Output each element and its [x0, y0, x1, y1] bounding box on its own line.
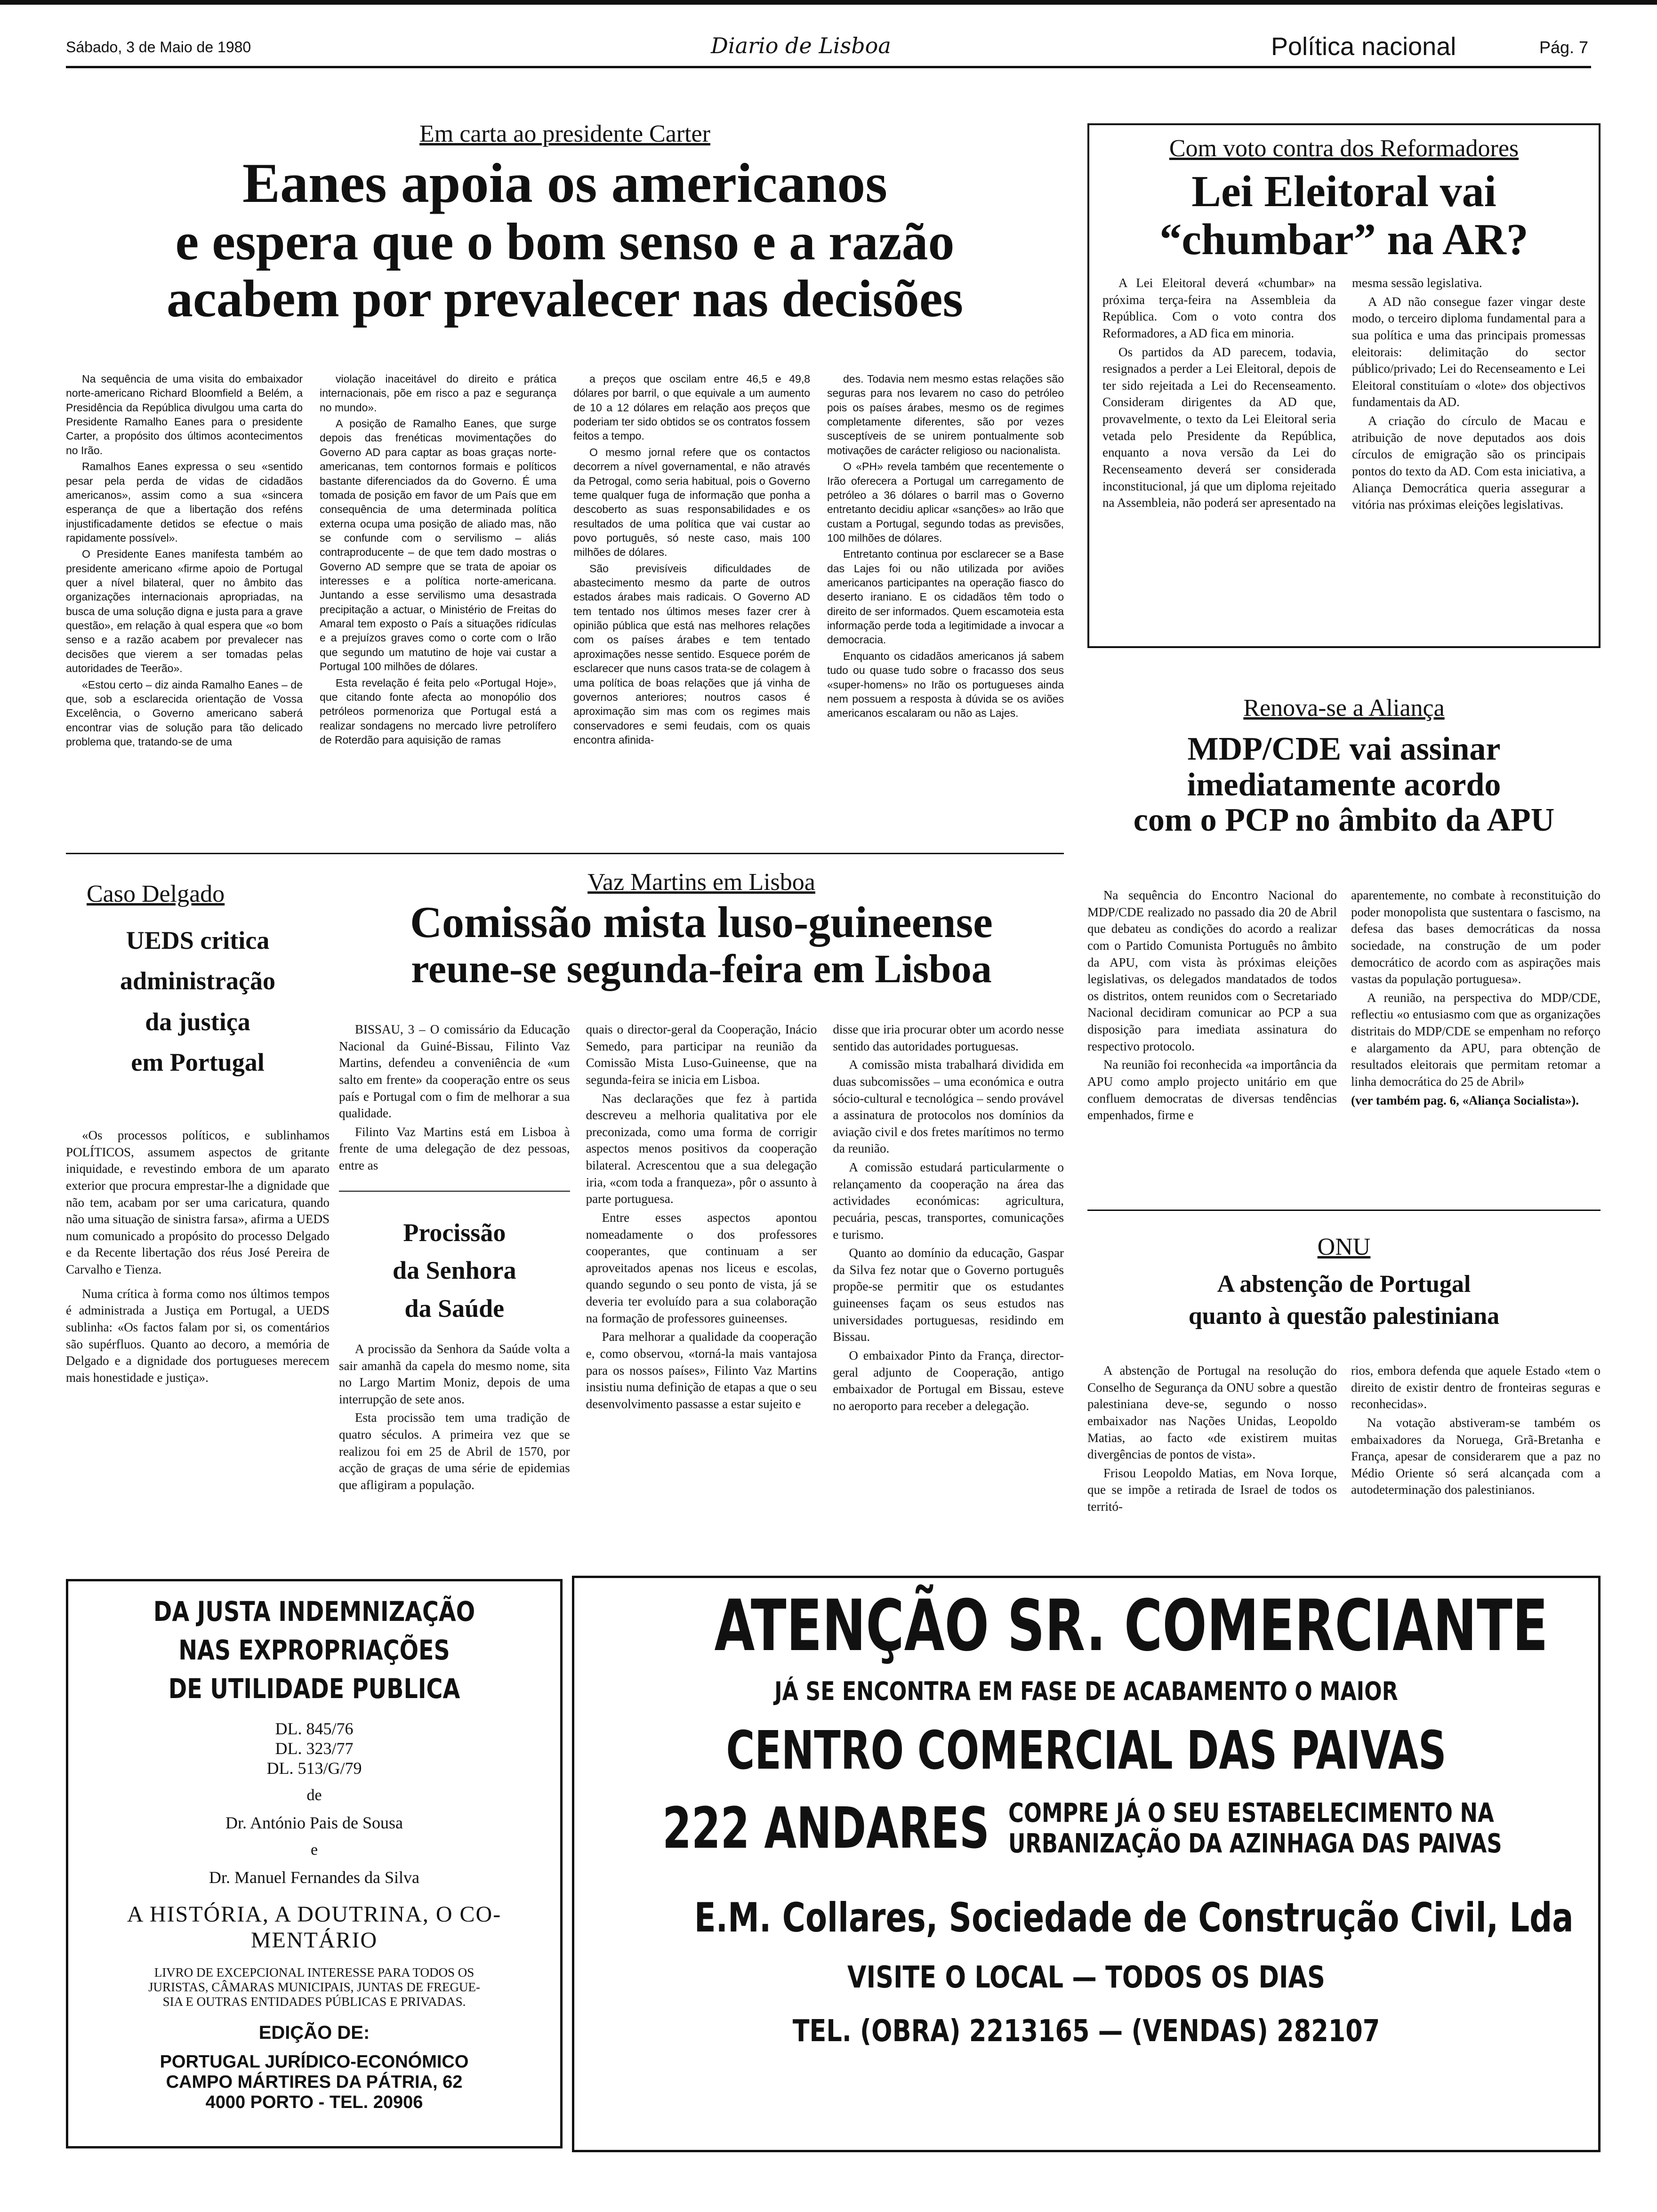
guine-column [833, 1021, 1064, 1563]
procissao-body [339, 1341, 570, 1496]
eleitoral-headline-1: Lei Eleitoral vai [1191, 167, 1496, 216]
procissao-headline-1: Procissão [403, 1218, 506, 1247]
ad-title-2: NAS EXPROPRIAÇÕES [178, 1634, 450, 1666]
onu-column [1351, 1362, 1601, 1560]
paivas-line-2: CENTRO COMERCIAL DAS PAIVAS [726, 1720, 1447, 1781]
paragraph: A posição de Ramalho Eanes, que surge depois das frenéticas movimentações do Governo AD para captar as boas graças norte-americanas, tem contornos formais e políticos bastante diferenciados da do Governo. É uma tomada de posição em favor de um País que em consequência de uma determinada política externa ocupa uma posição de aliado mas, não se confunde com o servilismo – aliás contraproducente – de que tem dado mostras o Governo AD sempre que se trata de apoiar os interesses e a política norte-americana. Juntando a esse servilismo uma desastrada precipitação a actuar, o Ministério de Freitas do Amaral tem exposto o País a situações ridículas e a prejuízos graves como o corte com o Irão que segundo um matutino de hoje vai custar a Portugal 100 milhões de dólares. [320, 417, 556, 673]
procissao-article [339, 1219, 570, 1496]
paivas-title: ATENÇÃO SR. COMERCIANTE [714, 1585, 1548, 1667]
paragraph: A comissão estudará particularmente o relançamento da cooperação na área das actividades económicas: agricultura, pecuária, pescas, transportes, comunicações e turismo. [833, 1160, 1064, 1242]
paragraph: Entretanto continua por esclarecer se a Base das Lajes foi ou não utilizada por aviões americanos participantes na operação fiasco do deserto iraniano. E os cidadãos têm todo o direito de ser informados. Quem escamoteia esta informação perde toda a legitimidade a invocar a democracia. [827, 548, 1064, 646]
paragraph: Na sequência do Encontro Nacional do MDP/CDE realizado no passado dia 20 de Abril que debateu as condições do acordo a realizar com o Partido Comunista Português no âmbito da APU, com vista às próximas eleições legislativas, os delegados mandatados de todos os distritos, ontem reunidos com o Secretariado Nacional decidiram comunicar ao PCP a sua disposição para imediata assinatura do respectivo protocolo. [1087, 888, 1337, 1053]
delgado-body [66, 1127, 330, 1560]
paivas-company: E.M. Collares, Sociedade de Construção Civil, Lda [694, 1894, 1574, 1941]
delgado-headline-1: UEDS critica [126, 926, 270, 954]
delgado-article [66, 880, 330, 1076]
mdp-article [1087, 694, 1601, 838]
paragraph: «Os processos políticos, e sublinhamos POLÍTICOS, assumem aspectos de gritante iniquidade, e revestindo embora de um aparato exterior que procura emprestar-lhe a dignidade que não tem, acabam por ser uma caricatura, quando não uma situação de sinistra farsa», afirma a UEDS num comunicado a propósito do processo Delgado e da Recente libertação dos réus José Pereira de Carvalho e Tienza. [66, 1128, 330, 1276]
eleitoral-kicker: Com voto contra dos Reformadores [1169, 135, 1519, 162]
paragraph: Esta revelação é feita pelo «Portugal Hoje», que citando fonte afecta ao monopólio dos petróleos pormenoriza que Portugal está a realizar sondagens no mercado livre petrolífero de Roterdão para aquisição de ramas [320, 676, 556, 746]
eleitoral-column [1102, 275, 1336, 614]
paragraph: A procissão da Senhora da Saúde volta a sair amanhã da capela do mesmo nome, sita no Largo Martim Moniz, depois de uma interrupção de sete anos. [339, 1341, 570, 1406]
paragraph: A reunião, na perspectiva do MDP/CDE, reflectiu «o entusiasmo com que as organizações distritais do MDP/CDE se empenham no reforço e alargamento da APU, para obtenção de resultados eleitorais que permitam retomar a linha democrática do 25 de Abril» [1351, 990, 1601, 1089]
carter-column [66, 372, 303, 838]
paragraph: O mesmo jornal refere que os contactos decorrem a nível governamental, e não através da Petrogal, como seria habitual, pois o Governo teme qualquer fuga de informação que ponha a descoberto as suas responsabilidades e os resultados de uma política que vai custar ao povo português, só neste caso, mais 100 milhões de dólares. [573, 446, 810, 559]
paragraph: Na votação abstiveram-se também os embaixadores da Noruega, Grã-Bretanha e França, apesar de considerarem que a paz no Médio Oriente só será alcançada com a autodeterminação dos palestinianos. [1351, 1415, 1601, 1497]
guine-column [586, 1021, 817, 1563]
ad-desc-2: JURISTAS, CÂMARAS MUNICIPAIS, JUNTAS DE FREGUE- [148, 1980, 481, 1994]
masthead: Diario de Lisboa [711, 33, 891, 58]
onu-body [1087, 1362, 1601, 1560]
crossref: (ver também pag. 6, «Aliança Socialista»). [1351, 1093, 1579, 1107]
mdp-body [1087, 887, 1601, 1207]
ad-subtitle-1: A HISTÓRIA, A DOUTRINA, O CO- [127, 1902, 502, 1927]
ad-title-3: DE UTILIDADE PUBLICA [168, 1673, 460, 1705]
carter-headline-2: e espera que o bom senso e a razão [175, 212, 955, 271]
delgado-kicker: Caso Delgado [87, 881, 225, 907]
ad-desc-1: LIVRO DE EXCEPCIONAL INTERESSE PARA TODOS OS [154, 1965, 475, 1980]
law-3: DL. 513/G/79 [266, 1759, 362, 1778]
mid-rule [66, 853, 1064, 854]
paragraph: Entre esses aspectos apontou nomeadamente o dos professores cooperantes, que continuam a ser aproveitados apenas nos liceus e escolas, quando segundo o seu ponto de vista, já se deveria ter evoluído para a sua colaboração na formação de professores guineenses. [586, 1210, 817, 1325]
guine-body [339, 1021, 1064, 1563]
guine-article [339, 868, 1064, 990]
procissao-rule [339, 1191, 570, 1192]
paragraph: São previsíveis dificuldades de abastecimento mesmo da parte de outros estados árabes mais radicais. O Governo AD tem tentado nos últimos meses fazer crer à opinião pública que está nas melhores relações com os países árabes e tem tentado aproximações nesse sentido. Esquece porém de esclarecer que nuns casos trata-se de colagem à uma política de boas relações que já vinha de governos anteriores; noutros casos é aproximação sim mas com os regimes mais conservadores e semi feudais, com os quais encontra afinida- [573, 562, 810, 746]
onu-article [1087, 1233, 1601, 1330]
paragraph: O embaixador Pinto da França, director-geral adjunto de Cooperação, antigo embaixador de Portugal em Bissau, esteve no aeroporto para receber a delegação. [833, 1348, 1064, 1413]
author-2: Dr. Manuel Fernandes da Silva [209, 1868, 419, 1887]
law-2: DL. 323/77 [275, 1739, 354, 1758]
paragraph: Filinto Vaz Martins está em Lisboa à frente de uma delegação de dez pessoas, entre as [339, 1124, 570, 1172]
paragraph: A AD não consegue fazer vingar deste modo, o terceiro diploma fundamental para a sua política e uma das principais promessas eleitorais: delimitação do sector público/privado; Lei do Recenseamento e Lei Eleitoral constituíam o «lote» dos objectivos fundamentais da AD. [1352, 294, 1585, 409]
guine-headline-1: Comissão mista luso-guineense [410, 898, 993, 947]
paragraph: «Estou certo – diz ainda Ramalho Eanes – de que, sob a esclarecida orientação de Vossa Excelência, o Governo americano saberá encontrar vias de solução para tão delicado problema que, tratando-se de uma [66, 678, 303, 748]
paivas-line-1: JÁ SE ENCONTRA EM FASE DE ACABAMENTO O MAIOR [774, 1676, 1398, 1706]
mdp-rule [1087, 1210, 1601, 1211]
guine-column [339, 1021, 570, 1181]
paivas-compre-1: COMPRE JÁ O SEU ESTABELECIMENTO NA [1008, 1798, 1494, 1828]
paragraph: Nas declarações que fez à partida descreveu a melhoria qualitativa por ele preconizada, como uma forma de corrigir aspectos menos positivos da cooperação bilateral. Acrescentou que a sua delegação iria, «com toda a franqueza», pôr o assunto à parte portuguesa. [586, 1091, 817, 1206]
paragraph: O «PH» revela também que recentemente o Irão oferecera a Portugal um carregamento de petróleo a 36 dólares o barril mas o Governo entretanto decidiu aplicar «sanções» ao Irão que custam a Portugal, segundo todas as previsões, 100 milhões de dólares. [827, 460, 1064, 544]
page-date: Sábado, 3 de Maio de 1980 [66, 39, 251, 56]
guine-first-column [339, 1021, 570, 1563]
carter-body [66, 372, 1064, 838]
eleitoral-column [1352, 275, 1585, 614]
guine-kicker: Vaz Martins em Lisboa [587, 869, 815, 896]
section-title: Política nacional [1271, 32, 1456, 61]
paragraph: Enquanto os cidadãos americanos já sabem tudo ou quase tudo sobre o fracasso dos seus «super-homens» no Irão os portugueses ainda nem possuem a resposta à dúvida se os aviões americanos escalaram ou não as Lajes. [827, 649, 1064, 720]
procissao-headline-3: da Saúde [404, 1294, 505, 1322]
paragraph: Esta procissão tem uma tradição de quatro séculos. A primeira vez que se realizou foi em 25 de Abril de 1570, por acção de graças de uma série de epidemias que afligiram a população. [339, 1411, 570, 1492]
eleitoral-headline-2: “chumbar” na AR? [1159, 215, 1528, 264]
onu-column [1087, 1362, 1337, 1560]
ad-desc-3: SIA E OUTRAS ENTIDADES PÚBLICAS E PRIVADAS. [162, 1995, 466, 2009]
top-rule [0, 0, 1657, 5]
mdp-headline-2: imediatamente acordo [1187, 766, 1501, 803]
paragraph: violação inaceitável do direito e prática internacionais, põe em risco a paz e segurança no mundo». [320, 373, 556, 414]
onu-headline-2: quanto à questão palestiniana [1188, 1303, 1500, 1330]
paragraph: Para melhorar a qualidade da cooperação e, como observou, «torná-la mais vantajosa para os nossos países», Filinto Vaz Martins insistiu numa definição de etapas a que o seu desenvolvimento passasse a estar sujeito e [586, 1330, 817, 1411]
paragraph: Numa crítica à forma como nos últimos tempos é administrada a Justiça em Portugal, a UEDS sublinha: «Os factos falam por si, os comentários são supérfluos. Quanto ao decoro, a memória de Delgado e a dignidade dos portugueses merecem mais honestidade e justiça». [66, 1286, 330, 1385]
publisher-2: CAMPO MÁRTIRES DA PÁTRIA, 62 [166, 2072, 463, 2092]
paragraph: disse que iria procurar obter um acordo nesse sentido das autoridades portuguesas. [833, 1022, 1064, 1053]
mdp-kicker: Renova-se a Aliança [1243, 695, 1445, 721]
mdp-headline-3: com o PCP no âmbito da APU [1133, 802, 1555, 839]
carter-headline-1: Eanes apoia os americanos [242, 152, 888, 214]
delgado-headline-4: em Portugal [131, 1048, 265, 1076]
paivas-visit: VISITE O LOCAL — TODOS OS DIAS [847, 1960, 1325, 1995]
paragraph: A criação do círculo de Macau e atribuição de nove deputados aos dois círculos de emigração são os principais pontos do texto da AD. Com esta iniciativa, a Aliança Democrática queria assegurar a vitória nas próximas eleições legislativas. [1352, 414, 1585, 512]
mdp-column [1351, 887, 1601, 1207]
carter-headline-3: acabem por prevalecer nas decisões [166, 269, 964, 328]
eleitoral-box [1087, 123, 1601, 648]
carter-kicker: Em carta ao presidente Carter [419, 120, 710, 147]
paivas-floors: 222 ANDARES [662, 1795, 989, 1861]
guine-headline-2: reune-se segunda-feira em Lisboa [411, 946, 992, 991]
carter-column [573, 372, 810, 838]
paragraph: des. Todavia nem mesmo estas relações são seguras para nos levarem no caso do petróleo pois os países árabes, mesmo os de regimes completamente diferentes, são por vezes susceptíveis de se unirem pontualmente sob motivações de carácter religioso ou nacionalista. [827, 373, 1064, 457]
carter-column [320, 372, 556, 838]
procissao-headline-2: da Senhora [393, 1256, 516, 1285]
mdp-headline-1: MDP/CDE vai assinar [1187, 731, 1501, 767]
paragraph: a preços que oscilam entre 46,5 e 49,8 dólares por barril, o que equivale a um aumento de 10 a 12 dólares em relação aos preços que poderiam ter sido obtidos se os contratos fossem feitos a tempo. [573, 373, 810, 442]
paragraph: Os partidos da AD parecem, todavia, resignados a perder a Lei Eleitoral, depois de ter sido rejeitada a Lei do Recenseamento. Consideram dirigentes da AD que, provavelmente, o texto da Lei Eleitoral seria vetada pelo Presidente da República, enquanto a nova versão da Lei do Recenseamento deverá ser considerada inconstitucional, já que um diploma rejeitado na Assembleia, não poderá ser apresentado na [1102, 345, 1336, 510]
ad-title-1: DA JUSTA INDEMNIZAÇÃO [153, 1595, 475, 1627]
mdp-column [1087, 887, 1337, 1207]
paragraph: BISSAU, 3 – O comissário da Educação Nacional da Guiné-Bissau, Filinto Vaz Martins, defendeu a conveniência de «um salto em frente» da cooperação entre os seus país e Portugal com o fim de melhorar a sua qualidade. [339, 1022, 570, 1121]
paragraph: Na reunião foi reconhecida «a importância da APU como amplo projecto unitário em que confluem democratas de diversas tendências empenhados, firme e [1087, 1058, 1337, 1122]
author-1: Dr. António Pais de Sousa [225, 1813, 403, 1832]
ad-de: de [306, 1787, 322, 1804]
law-1: DL. 845/76 [275, 1719, 354, 1738]
ad-e: e [310, 1841, 318, 1859]
paivas-tel: TEL. (OBRA) 2213165 — (VENDAS) 282107 [792, 2014, 1380, 2049]
paragraph: aparentemente, no combate à reconstituição do poder monopolista que sustentara o fascismo, na defesa das bases democráticas da nossa sociedade, na construção de um poder democrático de acordo com as aspirações mais vastas da população portuguesa». [1351, 888, 1601, 986]
header-rule [66, 66, 1591, 68]
carter-column [827, 372, 1064, 838]
paragraph: A Lei Eleitoral deverá «chumbar» na próxima terça-feira na Assembleia da República. Com o voto contra dos Reformadores, a AD fica em minoria. [1102, 276, 1336, 340]
indemnizacao-ad [66, 1579, 563, 2148]
paivas-compre-2: URBANIZAÇÃO DA AZINHAGA DAS PAIVAS [1008, 1828, 1502, 1859]
paragraph: Quanto ao domínio da educação, Gaspar da Silva fez notar que o Governo português propõe-se permitir que os estudantes guineenses façam os seus estudos nas universidades portuguesas, residindo em Bissau. [833, 1246, 1064, 1344]
paragraph: quais o director-geral da Cooperação, Inácio Semedo, para participar na reunião da Comissão Mista Luso-Guineense, que na segunda-feira se inicia em Lisboa. [586, 1022, 817, 1087]
paragraph: A abstenção de Portugal na resolução do Conselho de Segurança da ONU sobre a questão palestiniana deve-se, segundo o nosso embaixador nas Nações Unidas, Leopoldo Matias, ao facto «de existirem muitas divergências de pontos de vista». [1087, 1363, 1337, 1462]
publisher-3: 4000 PORTO - TEL. 20906 [205, 2092, 423, 2112]
paragraph: O Presidente Eanes manifesta também ao presidente americano «firme apoio de Portugal quer a nível bilateral, quer no âmbito das organizações internacionais apropriadas, na busca de uma solução digna e justa para a grave questão», em relação à qual espera que «o bom senso e a razão acabem por prevalecer nas decisões que vierem a ser tomadas pelas autoridades de Teerão». [66, 548, 303, 675]
paragraph: Na sequência de uma visita do embaixador norte-americano Richard Bloomfield a Belém, a Presidência da República divulgou uma carta do Presidente Ramalho Eanes para o presidente Carter, a propósito dos últimos acontecimentos no Irão. [66, 373, 303, 457]
delgado-headline-2: administração [120, 967, 275, 995]
ad-subtitle-2: MENTÁRIO [250, 1928, 378, 1953]
paragraph: A comissão mista trabalhará dividida em duas subcomissões – uma económica e outra sócio-cultural e tecnológica – sendo provável a assinatura de protocolos nos domínios da aviação civil e dos fretes marítimos no termo da reunião. [833, 1058, 1064, 1156]
edicao-label: EDIÇÃO DE: [258, 2022, 370, 2043]
page-number: Pág. 7 [1539, 38, 1589, 57]
onu-headline-1: A abstenção de Portugal [1217, 1271, 1471, 1298]
onu-kicker: ONU [1317, 1234, 1371, 1260]
delgado-headline-3: da justiça [145, 1007, 250, 1036]
paragraph: Frisou Leopoldo Matias, em Nova Iorque, que se impõe a retirada de Israel de todos os territó- [1087, 1466, 1337, 1514]
paivas-ad [572, 1576, 1601, 2152]
publisher-1: PORTUGAL JURÍDICO-ECONÓMICO [160, 2052, 469, 2072]
paragraph: Ramalhos Eanes expressa o seu «sentido pesar pela perda de vidas de cidadãos americanos», assim como a sua «sincera esperança de que a libertação dos reféns injustificadamente detidos se efectue o mais rapidamente possível». [66, 460, 303, 544]
paragraph: rios, embora defenda que aquele Estado «tem o direito de existir dentro de fronteiras seguras e reconhecidas». [1351, 1363, 1601, 1411]
carter-article [66, 120, 1064, 328]
paragraph: mesma sessão legislativa. [1352, 276, 1482, 290]
